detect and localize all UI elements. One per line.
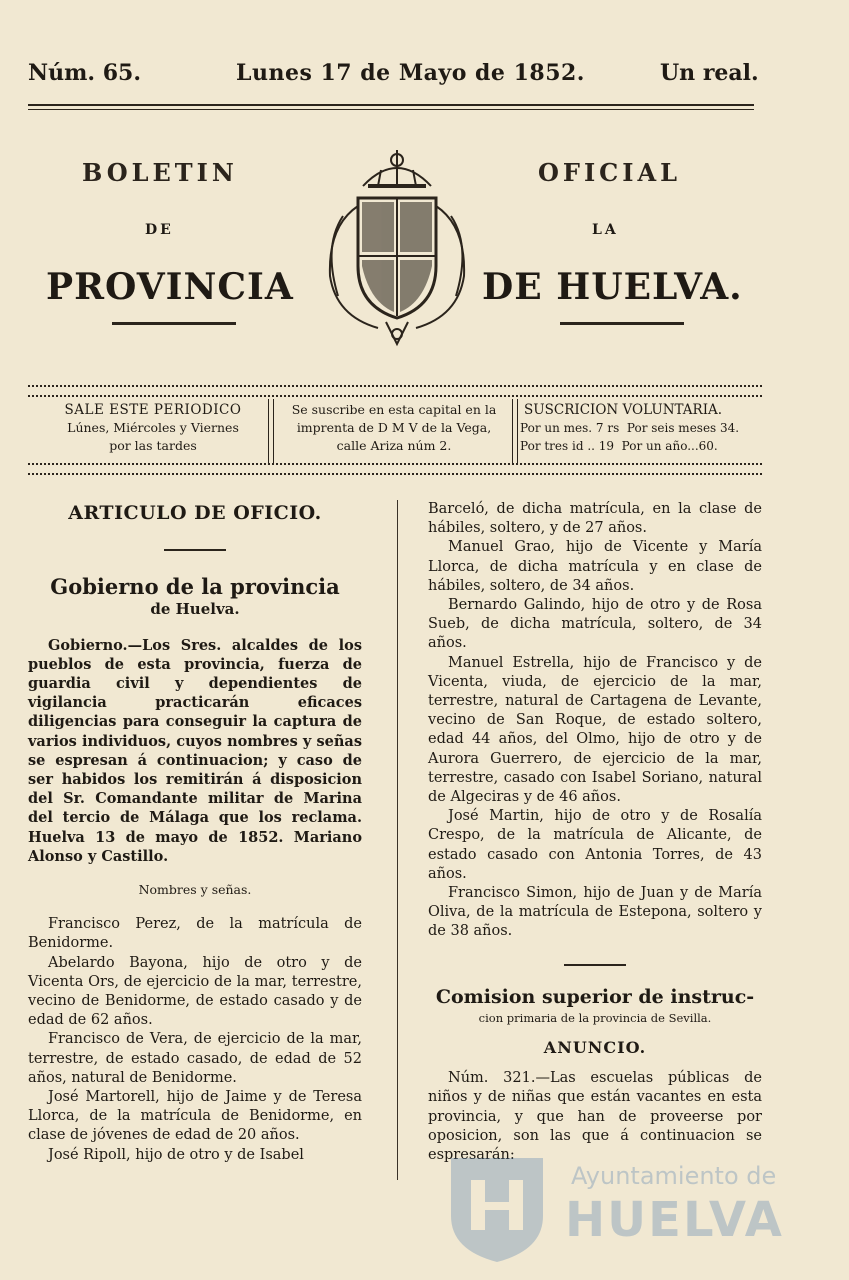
announcement-paragraph: Núm. 321.—Las escuelas públicas de niños y de niñas que están vacantes en esta provincia, y que han de proveerse por oposicion, son las que á continuacion se espresarán: [428, 1070, 762, 1164]
info-separator-2 [512, 399, 518, 463]
watermark-line1: Ayuntamiento de [571, 1162, 777, 1190]
issue-number: Núm. 65. [28, 60, 141, 86]
title-ornament-right [560, 322, 684, 325]
name-entry-barcelo: Barceló, de dicha matrícula, en la clase de hábiles, soltero, y de 27 años. [428, 501, 762, 537]
info-schedule [38, 401, 268, 455]
info-place-line2: imprenta de D M V de la Vega, [296, 420, 492, 435]
masthead-rule-thin [28, 109, 754, 110]
name-entry-vera: Francisco de Vera, de ejercicio de la mar, terrestre, de estado casado, de edad de 52 años, natural de Benidorme. [28, 1031, 362, 1086]
names-heading: Nombres y señas. [138, 882, 252, 898]
title-ornament-left [112, 322, 236, 325]
info-prices [520, 401, 756, 455]
name-entry-grao: Manuel Grao, hijo de Vicente y María Llorca, de dicha matrícula y en clase de hábiles, soltero, de 34 años. [428, 539, 762, 594]
commission-subheading: cion primaria de la provincia de Sevilla. [478, 1010, 712, 1025]
title-huelva: DE HUELVA. [482, 266, 743, 308]
subscription-info-box [28, 385, 762, 473]
info-border-bottom [28, 463, 762, 475]
left-column [28, 502, 362, 1165]
info-subscription-place [278, 401, 510, 455]
issue-price: Un real. [660, 60, 759, 86]
info-place-line3: calle Ariza núm 2. [336, 438, 452, 453]
info-prices-line2: Por tres id .. 19 Por un año...60. [520, 439, 718, 453]
masthead-rule [28, 104, 754, 106]
column-divider [397, 500, 398, 1180]
name-entry-perez: Francisco Perez, de la matrícula de Benidorme. [28, 916, 362, 952]
info-place-line1: Se suscribe en esta capital en la [291, 402, 497, 417]
name-entry-martin: José Martin, hijo de otro y de Rosalía Crespo, de la matrícula de Alicante, de estado casado con Antonia Torres, de 43 años. [428, 808, 762, 882]
section-rule [164, 549, 226, 551]
announcement-title: ANUNCIO. [543, 1038, 647, 1058]
name-entry-estrella: Manuel Estrella, hijo de Francisco y de Vicenta, viuda, de ejercicio de la mar, terrestre, natural de Cartagena de Levante, vecino de San Roque, de estado soltero, edad 44 años, del Olmo, hijo de otro y de Aurora Guerrero, de ejercicio de la mar, terrestre, casado con Isabel Soriano, natural de Algeciras y de 46 años. [428, 654, 762, 806]
commission-heading: Comision superior de instruc- [435, 985, 755, 1008]
info-schedule-days: Lúnes, Miércoles y Viernes [67, 420, 239, 435]
info-prices-line1: Por un mes. 7 rs Por seis meses 34. [520, 421, 740, 435]
name-entry-bayona: Abelardo Bayona, hijo de otro y de Vicenta Ors, de ejercicio de la mar, terrestre, vecino de Benidorme, de estado casado y de edad de 62 años. [28, 954, 362, 1029]
info-prices-title: SUSCRICION VOLUNTARIA. [524, 402, 723, 418]
title-de: DE [145, 222, 174, 238]
info-separator-1 [268, 399, 274, 463]
right-column [428, 500, 762, 1165]
info-schedule-time: por las tardes [109, 438, 197, 453]
watermark-line2: HUELVA [565, 1192, 784, 1248]
name-entry-simon: Francisco Simon, hijo de Juan y de María Oliva, de la matrícula de Estepona, soltero y de 38 años. [428, 885, 762, 940]
title-boletin: BOLETIN [82, 158, 238, 187]
name-entry-ripoll: José Ripoll, hijo de otro y de Isabel [48, 1146, 304, 1163]
issue-date: Lunes 17 de Mayo de 1852. [236, 60, 585, 86]
archive-watermark [445, 1140, 784, 1270]
name-entry-martorell: José Martorell, hijo de Jaime y de Teresa Llorca, de la matrícula de Benidorme, en clase de jóvenes de edad de 20 años. [28, 1089, 362, 1144]
info-schedule-title: SALE ESTE PERIODICO [64, 402, 242, 418]
info-border-top [28, 385, 762, 397]
decree-paragraph: Gobierno.—Los Sres. alcaldes de los pueblos de esta provincia, fuerza de guardia civil y dependientes de vigilancia practicarán eficaces diligencias para conseguir la captura de varios individuos, cuyos nombres y señas se espresan á continuacion; y caso de ser habidos los remitirán á disposicion del Sr. Comandante militar de Marina del tercio de Málaga que los reclama. Huelva 13 de mayo de 1852. Mariano Alonso y Castillo. [28, 636, 362, 865]
title-oficial: OFICIAL [538, 158, 681, 187]
article-heading: Gobierno de la provincia [50, 574, 340, 600]
name-entry-galindo: Bernardo Galindo, hijo de otro y de Rosa Sueb, de dicha matrícula, soltero, de 34 años. [428, 597, 762, 652]
article-end-rule [564, 964, 626, 966]
title-la: LA [592, 222, 619, 238]
section-title: ARTICULO DE OFICIO. [68, 502, 322, 524]
masthead [28, 60, 759, 94]
title-provincia: PROVINCIA [46, 266, 294, 308]
city-shield-icon [445, 1150, 549, 1266]
coat-of-arms-icon [318, 146, 476, 350]
article-subheading: de Huelva. [150, 600, 240, 619]
